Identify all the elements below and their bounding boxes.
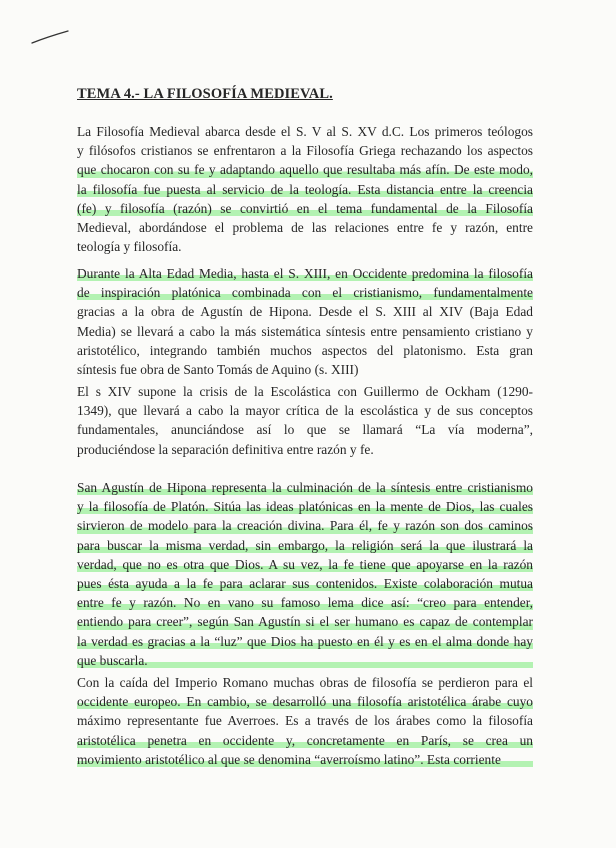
text-line: movimiento aristotélico al que se denomina “averroísmo latino”. Esta corriente [77,750,533,769]
text-line: (fe) y filosofía (razón) se convirtió en el tema fundamental de la Filosofía [77,199,533,218]
text-line: teología y filosofía. [77,239,182,255]
text-line: Con la caída del Imperio Romano muchas obras de filosofía se perdieron para el [77,675,533,690]
text-line: aristotélico, integrando también muchos aspectos del platonismo. Esta gran [77,342,533,358]
text-line: entre fe y razón. No en vano su famoso lema dice así: “creo para entender, [77,593,533,612]
text-line: la filosofía fue puesta al servicio de la teología. Esta distancia entre la creencia [77,180,533,199]
paragraph-3 [77,382,533,459]
text-line: La Filosofía Medieval abarca desde el S. V al S. XV d.C. Los primeros teólogos [77,124,533,139]
paragraph-2 [77,264,533,379]
text-line: pues ésta ayuda a la fe para aclarar sus contenidos. Existe colaboración mutua [77,574,533,593]
text-line: sirvieron de modelo para la creación divina. Para él, fe y razón son dos caminos [77,516,533,535]
text-line: produciéndose la separación definitiva entre razón y fe. [77,441,374,457]
paragraph-1 [77,122,533,256]
paragraph-4 [77,478,533,670]
text-line: para buscar la misma verdad, sin embargo, la religión será la que ilustrará la [77,536,533,555]
text-line: síntesis fue obra de Santo Tomás de Aquino (s. XIII) [77,361,359,377]
text-line: que buscarla. [77,651,533,670]
text-line: aristotélica penetra en occidente y, concretamente en París, se crea un [77,731,533,750]
text-line: occidente europeo. En cambio, se desarrolló una filosofía aristotélica árabe cuyo [77,692,533,711]
text-line: entiendo para creer”, según San Agustín si el ser humano es capaz de contemplar [77,612,533,631]
text-line: y filósofos cristianos se enfrentaron a la Filosofía Griega rechazando los aspectos [77,143,533,159]
text-line: gracias a la obra de Agustín de Hipona. Desde el S. XIII al XIV (Baja Edad [77,304,533,320]
text-line: Durante la Alta Edad Media, hasta el S. XIII, en Occidente predomina la filosofía [77,264,533,283]
text-line: San Agustín de Hipona representa la culminación de la síntesis entre cristianismo [77,478,533,497]
text-line: verdad, que no es otra que Dios. A su vez, la fe tiene que apoyarse en la razón [77,555,533,574]
paragraph-5 [77,673,533,769]
text-line: Media) se llevará a cabo la más sistemática síntesis entre pensamiento cristiano y [77,323,533,339]
document-title: TEMA 4.- LA FILOSOFÍA MEDIEVAL. [77,86,333,102]
text-line: El s XIV supone la crisis de la Escolástica con Guillermo de Ockham (1290- [77,384,533,399]
text-line: 1349), que llevará a cabo la mayor crítica de la escolástica y de sus conceptos [77,403,533,419]
text-line: la verdad es gracias a la “luz” que Dios ha puesto en él y es en el alma donde hay [77,632,533,651]
text-line: Medieval, abordándose el problema de las relaciones entre fe y razón, entre [77,219,533,235]
pen-mark [30,30,70,46]
text-line: fundamentales, anunciándose así lo que se llamará “La vía moderna”, [77,422,533,438]
text-line: y la filosofía de Platón. Sitúa las ideas platónicas en la mente de Dios, las cuales [77,497,533,516]
text-line: que chocaron con su fe y adaptando aquello que resultaba más afín. De este modo, [77,160,533,179]
text-line: máximo representante fue Averroes. Es a través de los árabes como la filosofía [77,713,533,729]
text-line: de inspiración platónica combinada con el cristianismo, fundamentalmente [77,283,533,302]
